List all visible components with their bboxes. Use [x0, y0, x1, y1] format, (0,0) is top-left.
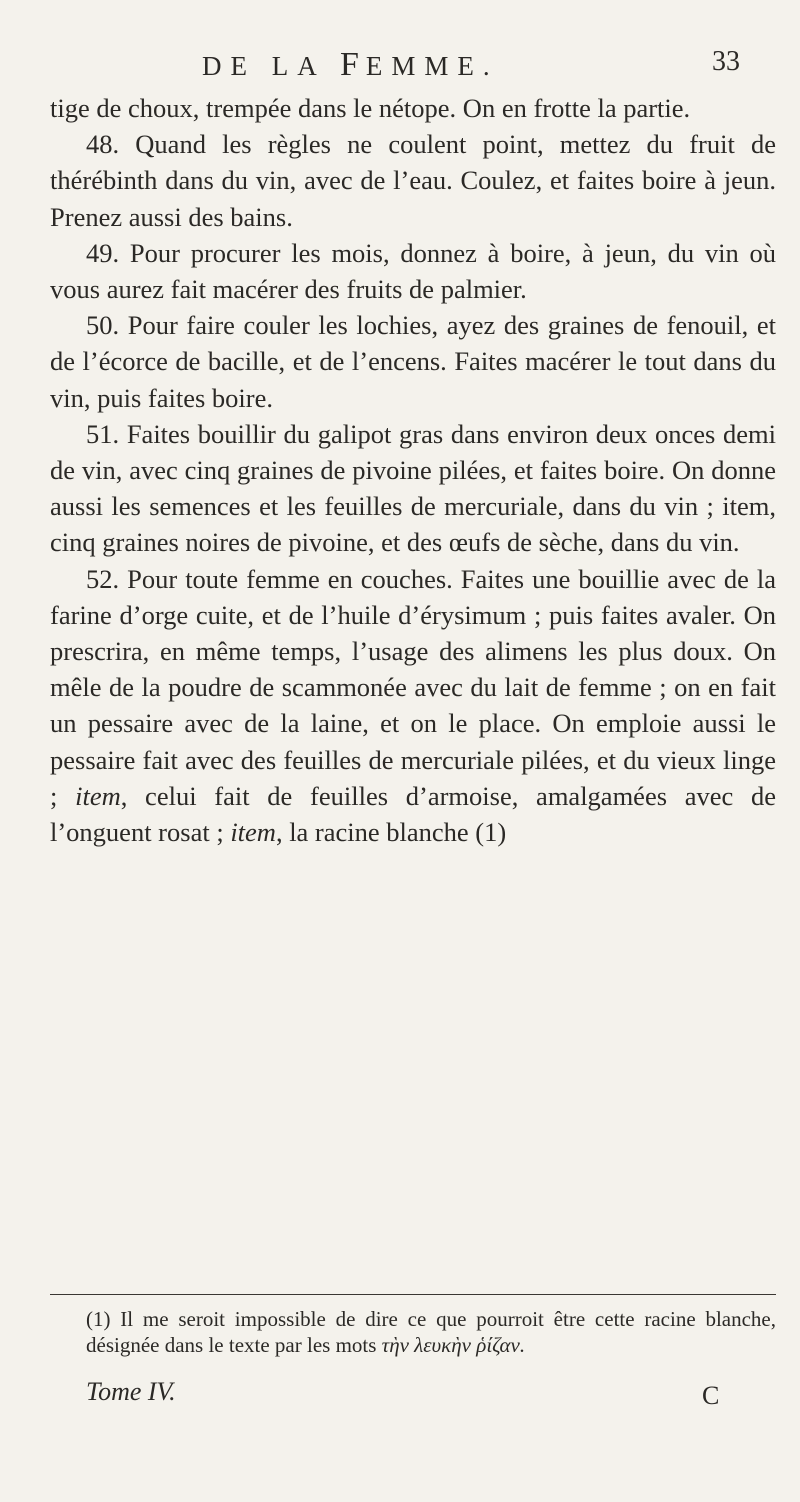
- paragraph-52-part-c: , la racine blanche (1): [275, 817, 507, 848]
- paragraph-51: 51. Faites bouillir du galipot gras dans environ deux onces demi de vin, avec cinq graines de pivoine pilées, et faites boire. On donne aussi les semences et les feuilles de mercuriale, dans du vin ; item, cinq graines noires de pivoine, et des œufs de sèche, dans du vin.: [50, 418, 776, 558]
- paragraph-49: 49. Pour procurer les mois, donnez à boire, à jeun, du vin où vous aurez fait macérer des fruits de palmier.: [50, 237, 776, 305]
- footnote-body: [50, 1306, 776, 1358]
- signature-mark: C: [702, 1381, 720, 1410]
- running-head-rest: EMME.: [365, 51, 499, 81]
- running-head: [202, 46, 622, 84]
- footnote-text: (1) Il me seroit impossible de dire ce que pourroit être cette racine blanche, désignée dans le texte par les mots: [86, 1307, 776, 1357]
- paragraph-52-item-2: item: [230, 817, 276, 848]
- paragraph-50: 50. Pour faire couler les lochies, ayez des graines de fenouil, et de l’écorce de bacille, et de l’encens. Faites macérer le tout dans du vin, puis faites boire.: [50, 310, 776, 413]
- paragraph-52-item-1: item: [75, 780, 121, 811]
- running-head-f: F: [340, 46, 366, 83]
- paragraph-48: 48. Quand les règles ne coulent point, mettez du fruit de thérébinth dans du vin, avec de l’eau. Coulez, et faites boire à jeun. Prenez aussi des bains.: [50, 129, 776, 232]
- paragraph-52-part-b: , celui fait de feuilles d’armoise, amalgamées avec de l’onguent rosat ;: [50, 780, 776, 848]
- page-number: 33: [712, 46, 740, 77]
- footnote-rule: [50, 1294, 776, 1295]
- footnote: [50, 1306, 776, 1358]
- paragraph-52-part-a: 52. Pour toute femme en couches. Faites une bouillie avec de la farine d’orge cuite, et de l’huile d’érysimum ; puis faites avaler. On prescrira, en même temps, l’usage des alimens les plus doux. On mêle de la poudre de scammonée avec du lait de femme ; on en fait un pessaire avec de la laine, et on le place. On emploie aussi le pessaire fait avec des feuilles de mercuriale pilées, et du vieux linge ;: [50, 563, 776, 811]
- paragraph-52: [50, 561, 776, 851]
- paragraph-continuation: tige de choux, trempée dans le nétope. On en frotte la partie.: [50, 93, 691, 123]
- footnote-greek: τὴν λευκὴν ῥίζαν.: [381, 1333, 526, 1357]
- running-head-prefix: DE LA: [202, 51, 340, 81]
- tome-label: Tome IV.: [86, 1377, 176, 1406]
- main-text: [50, 90, 776, 850]
